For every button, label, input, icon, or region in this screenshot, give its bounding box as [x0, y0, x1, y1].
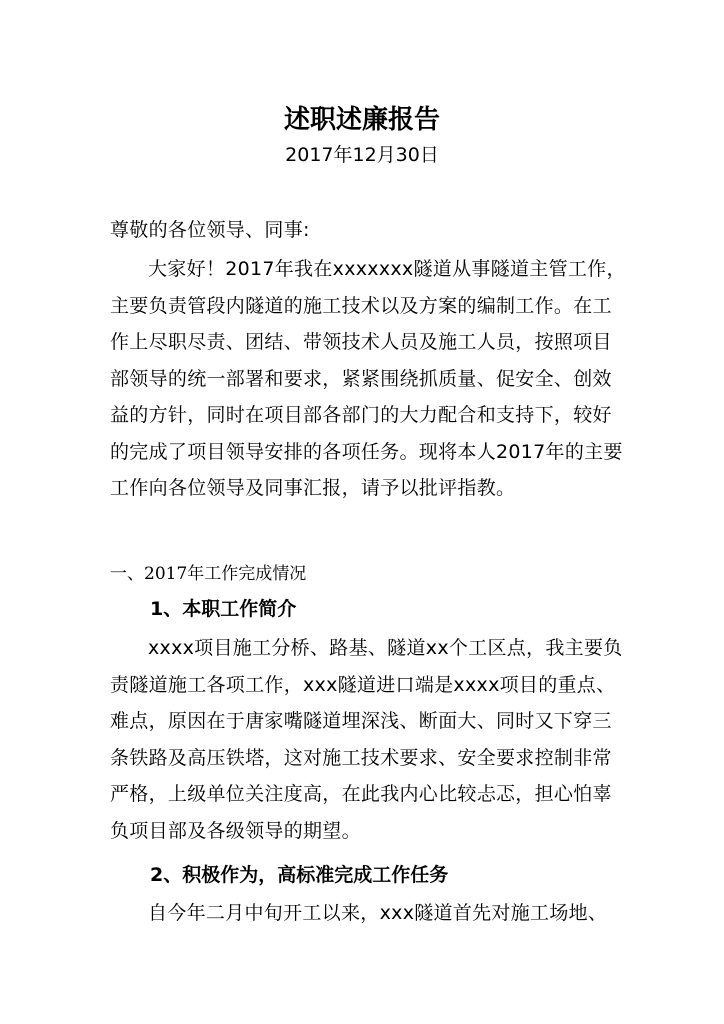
subsection-paragraph-2: 自今年二月中旬开工以来，xxx隧道首先对施工场地、 — [148, 902, 608, 924]
section-heading-1: 一、2017年工作完成情况 — [110, 564, 307, 584]
subsection-heading-1: 1、本职工作简介 — [150, 598, 297, 620]
subsection-heading-2: 2、积极作为，高标准完成工作任务 — [150, 864, 449, 886]
intro-paragraph: 大家好！2017年我在xxxxxxx隧道从事隧道主管工作，主要负责管段内隧道的施工技术以及方案的编制工作。在工作上尽职尽责、团结、带领技术人员及施工人员，按照项目部领导的统一部署和要求，紧紧围绕抓质量、促安全、创效益的方针，同时在项目部各部门的大力配合和支持下，较好的完成了项目领导安排的各项任务。现将本人2017年的主要工作向各位领导及同事汇报，请予以批评指教。 — [110, 258, 626, 499]
salutation: 尊敬的各位领导、同事: — [110, 219, 310, 241]
document-title: 述职述廉报告 — [283, 105, 440, 135]
subsection-paragraph-1: xxxx项目施工分桥、路基、隧道xx个工区点，我主要负责隧道施工各项工作，xxx隧道进口端是xxxx项目的重点、难点，原因在于唐家嘴隧道埋深浅、断面大、同时又下穿三条铁路及高压铁塔，这对施工技术要求、安全要求控制非常严格，上级单位关注度高，在此我内心比较忐忑，担心怕辜负项目部及各级领导的期望。 — [110, 637, 623, 842]
document-date: 2017年12月30日 — [285, 144, 439, 166]
